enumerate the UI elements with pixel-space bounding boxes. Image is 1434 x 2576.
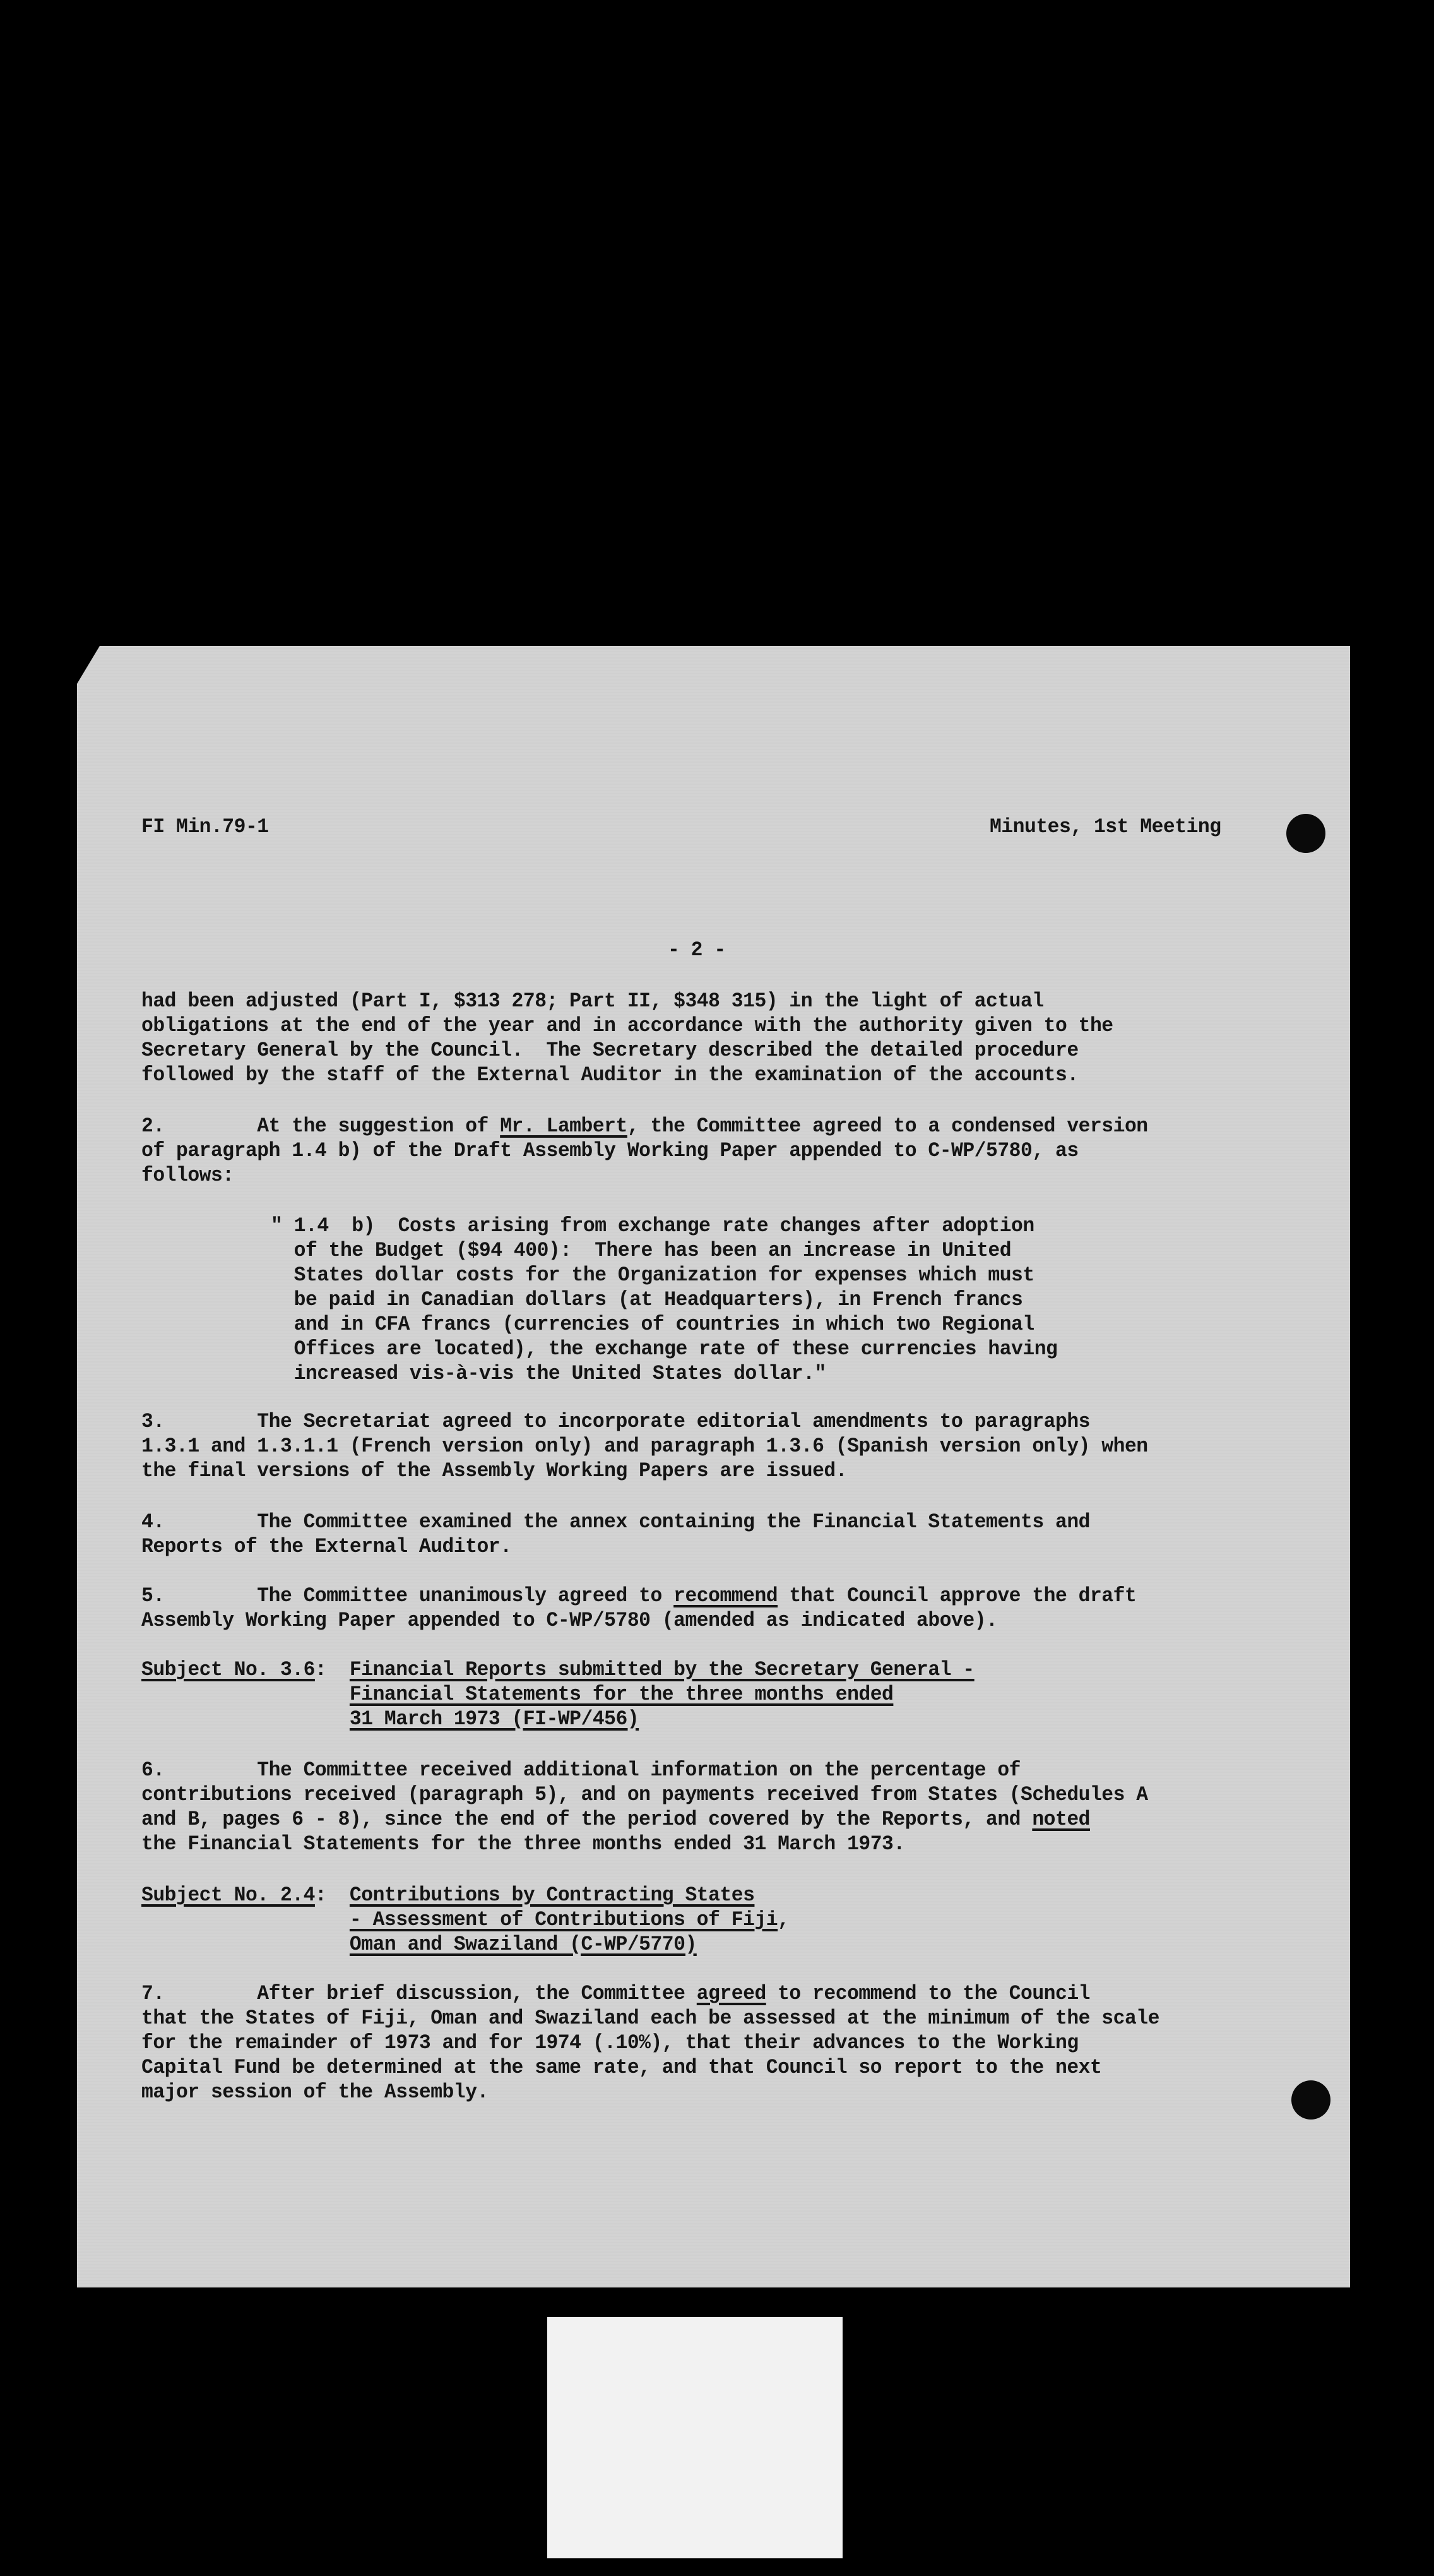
text-line bbox=[141, 2006, 1159, 2030]
text-run: States dollar costs for the Organization for expenses which must bbox=[271, 1263, 1034, 1287]
text-line bbox=[141, 1063, 1113, 1087]
text-run: : bbox=[314, 1658, 350, 1681]
text-run: be paid in Canadian dollars (at Headquarters), in French francs bbox=[271, 1288, 1023, 1311]
text-line bbox=[141, 2080, 1159, 2104]
subject-3-6 bbox=[141, 1657, 975, 1731]
text-run: obligations at the end of the year and in accordance with the authority given to the bbox=[141, 1014, 1113, 1037]
text-line bbox=[271, 1238, 1057, 1263]
text-run: major session of the Assembly. bbox=[141, 2080, 489, 2104]
para-7 bbox=[141, 1981, 1159, 2104]
text-run: 4. The Committee examined the annex containing the Financial Statements and bbox=[141, 1510, 1090, 1534]
page-number: - 2 - bbox=[668, 938, 726, 962]
text-line bbox=[141, 1583, 1136, 1608]
text-line bbox=[141, 1038, 1113, 1063]
text-line bbox=[271, 1361, 1057, 1386]
para-3 bbox=[141, 1409, 1148, 1483]
text-line bbox=[141, 1114, 1148, 1138]
underlined-text: Subject No. 3.6 bbox=[141, 1658, 315, 1681]
text-line bbox=[271, 1287, 1057, 1312]
text-line bbox=[141, 1138, 1148, 1163]
text-run: contributions received (paragraph 5), and on payments received from States (Schedules A bbox=[141, 1783, 1148, 1806]
text-run: of the Budget ($94 400): There has been an increase in United bbox=[271, 1239, 1012, 1262]
text-run bbox=[141, 1908, 350, 1931]
underlined-text: agreed bbox=[696, 1982, 766, 2005]
text-run: : bbox=[314, 1883, 350, 1907]
text-run: the Financial Statements for the three months ended 31 March 1973. bbox=[141, 1832, 905, 1856]
text-line bbox=[141, 1907, 789, 1932]
para-1 bbox=[141, 989, 1113, 1087]
text-run: Secretary General by the Council. The Secretary described the detailed procedure bbox=[141, 1039, 1079, 1062]
text-run: follows: bbox=[141, 1164, 234, 1187]
text-run: 7. After brief discussion, the Committee bbox=[141, 1982, 697, 2005]
text-run: had been adjusted (Part I, $313 278; Part II, $348 315) in the light of actual bbox=[141, 989, 1044, 1013]
text-line bbox=[141, 1510, 1090, 1534]
text-line bbox=[141, 1782, 1148, 1807]
underlined-text: - Assessment of Contributions of Fiji bbox=[349, 1908, 778, 1931]
text-run: to recommend to the Council bbox=[766, 1982, 1090, 2005]
underlined-text: recommend bbox=[673, 1584, 778, 1607]
text-line bbox=[141, 1534, 1090, 1559]
underlined-text: Contributions by Contracting States bbox=[349, 1883, 755, 1907]
text-line bbox=[271, 1213, 1057, 1238]
underlined-text: Subject No. 2.4 bbox=[141, 1883, 315, 1907]
text-run bbox=[141, 1933, 350, 1956]
text-run: Reports of the External Auditor. bbox=[141, 1535, 512, 1558]
text-line bbox=[141, 1682, 975, 1707]
text-run: " 1.4 b) Costs arising from exchange rate changes after adoption bbox=[271, 1214, 1034, 1237]
header-meeting: Minutes, 1st Meeting bbox=[990, 815, 1221, 838]
text-line bbox=[141, 1013, 1113, 1038]
underlined-text: Financial Statements for the three months ended bbox=[349, 1683, 894, 1706]
text-line bbox=[141, 1758, 1148, 1782]
text-run: 1.3.1 and 1.3.1.1 (French version only) and paragraph 1.3.6 (Spanish version only) when bbox=[141, 1434, 1148, 1458]
text-run: that the States of Fiji, Oman and Swaziland each be assessed at the minimum of the scale bbox=[141, 2007, 1159, 2030]
text-run: 6. The Committee received additional information on the percentage of bbox=[141, 1758, 1021, 1782]
punch-hole-bottom bbox=[1291, 2080, 1330, 2120]
text-run: 3. The Secretariat agreed to incorporate editorial amendments to paragraphs bbox=[141, 1410, 1090, 1433]
text-run: that Council approve the draft bbox=[778, 1584, 1137, 1607]
text-run: and B, pages 6 - 8), since the end of the period covered by the Reports, and bbox=[141, 1808, 1033, 1831]
text-run: , the Committee agreed to a condensed version bbox=[627, 1114, 1148, 1138]
text-run: , bbox=[778, 1908, 790, 1931]
text-line bbox=[141, 2055, 1159, 2080]
text-line bbox=[141, 1883, 789, 1907]
text-line bbox=[141, 2030, 1159, 2055]
underlined-text: Oman and Swaziland (C-WP/5770) bbox=[349, 1933, 697, 1956]
text-line bbox=[141, 1409, 1148, 1434]
para-4 bbox=[141, 1510, 1090, 1559]
text-run: followed by the staff of the External Auditor in the examination of the accounts. bbox=[141, 1063, 1079, 1087]
punch-hole-top bbox=[1286, 814, 1325, 853]
text-run: Assembly Working Paper appended to C-WP/5780 (amended as indicated above). bbox=[141, 1609, 998, 1632]
para-6 bbox=[141, 1758, 1148, 1856]
text-run: the final versions of the Assembly Working Papers are issued. bbox=[141, 1459, 848, 1482]
text-run: Offices are located), the exchange rate of these currencies having bbox=[271, 1337, 1058, 1361]
text-line bbox=[141, 1434, 1148, 1458]
text-line bbox=[141, 1458, 1148, 1483]
para-2 bbox=[141, 1114, 1148, 1188]
underlined-text: 31 March 1973 (FI-WP/456) bbox=[349, 1707, 639, 1731]
text-run: Capital Fund be determined at the same rate, and that Council so report to the next bbox=[141, 2056, 1102, 2079]
text-run: 5. The Committee unanimously agreed to bbox=[141, 1584, 674, 1607]
text-run: and in CFA francs (currencies of countries in which two Regional bbox=[271, 1313, 1034, 1336]
text-line bbox=[141, 1163, 1148, 1188]
underlined-text: noted bbox=[1032, 1808, 1090, 1831]
text-line bbox=[141, 1657, 975, 1682]
text-run: increased vis-à-vis the United States dollar." bbox=[271, 1362, 826, 1385]
text-line bbox=[141, 1981, 1159, 2006]
header-document-ref: FI Min.79-1 bbox=[141, 815, 269, 838]
text-run: for the remainder of 1973 and for 1974 (.10%), that their advances to the Working bbox=[141, 2031, 1079, 2054]
text-run: 2. At the suggestion of bbox=[141, 1114, 501, 1138]
text-line bbox=[141, 1807, 1148, 1832]
text-line bbox=[141, 989, 1113, 1013]
text-line bbox=[141, 1608, 1136, 1633]
underlined-text: Mr. Lambert bbox=[500, 1114, 627, 1138]
text-run bbox=[141, 1683, 350, 1706]
blank-slip bbox=[547, 2317, 843, 2558]
text-line bbox=[271, 1312, 1057, 1337]
text-line bbox=[271, 1263, 1057, 1287]
text-line bbox=[141, 1832, 1148, 1856]
text-line bbox=[141, 1932, 789, 1957]
text-run: of paragraph 1.4 b) of the Draft Assembly Working Paper appended to C-WP/5780, as bbox=[141, 1139, 1079, 1162]
subject-2-4 bbox=[141, 1883, 789, 1957]
text-line bbox=[141, 1707, 975, 1731]
underlined-text: Financial Reports submitted by the Secretary General - bbox=[349, 1658, 975, 1681]
quote-1-4-b bbox=[271, 1213, 1057, 1386]
para-5 bbox=[141, 1583, 1136, 1633]
text-line bbox=[271, 1337, 1057, 1361]
text-run bbox=[141, 1707, 350, 1731]
